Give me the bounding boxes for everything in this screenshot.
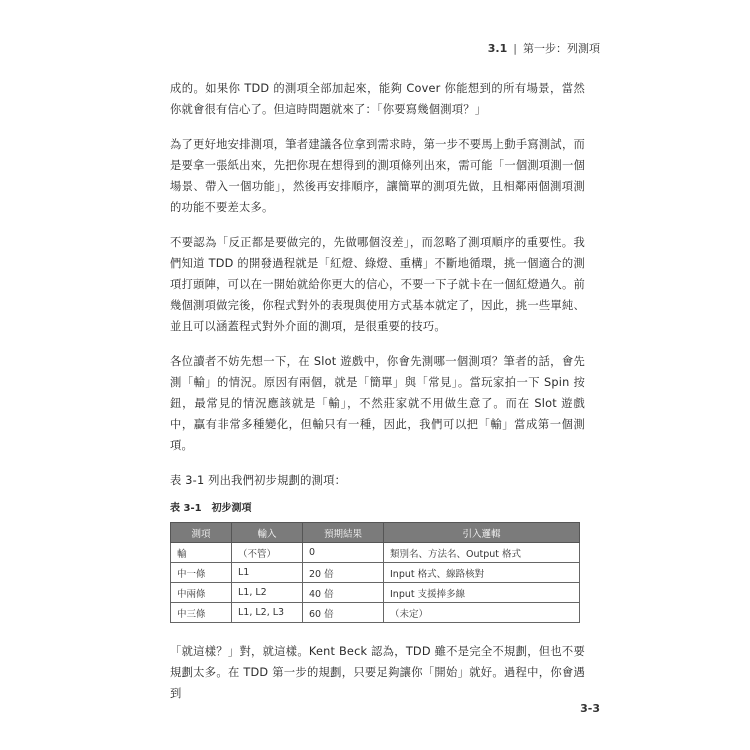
table-caption-title: 初步測項 bbox=[211, 503, 252, 514]
page-body bbox=[170, 78, 585, 718]
table-row bbox=[171, 583, 580, 603]
section-title: 第一步：列測項 bbox=[523, 42, 600, 55]
test-items-table bbox=[170, 522, 580, 623]
header-expected: 預期結果 bbox=[303, 523, 384, 543]
table-caption-label: 表 3-1 bbox=[170, 503, 202, 514]
table-caption bbox=[170, 499, 585, 514]
table-cell: L1, L2 bbox=[232, 583, 303, 603]
header-logic: 引入邏輯 bbox=[384, 523, 580, 543]
paragraph-4: 各位讀者不妨先想一下，在 Slot 遊戲中，你會先測哪一個測項？筆者的話，會先測「輸」的情況。原因有兩個，就是「簡單」與「常見」。當玩家拍一下 Spin 按鈕，最常見的情況應該就是「輸」，不然莊家就不用做生意了。而在 Slot 遊戲中，贏有非常多種變化，但輸只有一種，因此，我們可以把「輸」當成第一個測項。 bbox=[170, 355, 585, 452]
table-cell: 60 倍 bbox=[303, 603, 384, 623]
table-cell: 中兩條 bbox=[171, 583, 232, 603]
header-test-item: 測項 bbox=[171, 523, 232, 543]
page-number: 3-3 bbox=[580, 702, 600, 715]
section-number: 3.1 bbox=[487, 41, 508, 55]
table-cell: 40 倍 bbox=[303, 583, 384, 603]
table-cell: 0 bbox=[303, 543, 384, 563]
table-cell: 20 倍 bbox=[303, 563, 384, 583]
table-cell: 中三條 bbox=[171, 603, 232, 623]
paragraph-1: 成的。如果你 TDD 的測項全部加起來，能夠 Cover 你能想到的所有場景，當然你就會很有信心了。但這時問題就來了：「你要寫幾個測項？」 bbox=[170, 82, 585, 116]
closing-paragraph: 「就這樣？」對，就這樣。Kent Beck 認為，TDD 雖不是完全不規劃，但也不要規劃太多。在 TDD 第一步的規劃，只要足夠讓你「開始」就好。過程中，你會遇到 bbox=[170, 645, 585, 700]
table-cell: L1 bbox=[232, 563, 303, 583]
table-cell: 類別名、方法名、Output 格式 bbox=[384, 543, 580, 563]
table-row bbox=[171, 543, 580, 563]
table-cell: L1, L2, L3 bbox=[232, 603, 303, 623]
table-cell: 中一條 bbox=[171, 563, 232, 583]
running-header bbox=[488, 40, 600, 56]
paragraph-5: 表 3-1 列出我們初步規劃的測項： bbox=[170, 474, 347, 487]
table-row bbox=[171, 563, 580, 583]
table-cell: Input 支援捧多線 bbox=[384, 583, 580, 603]
table-cell: （未定） bbox=[384, 603, 580, 623]
table-cell: （不管） bbox=[232, 543, 303, 563]
table-header-row bbox=[171, 523, 580, 543]
paragraph-2: 為了更好地安排測項，筆者建議各位拿到需求時，第一步不要馬上動手寫測試，而是要拿一張紙出來，先把你現在想得到的測項條列出來，需可能「一個測項測一個場景、帶入一個功能」，然後再安排順序，讓簡單的測項先做，且相鄰兩個測項測的功能不要差太多。 bbox=[170, 138, 585, 214]
header-separator: | bbox=[513, 41, 517, 55]
table-cell: 輸 bbox=[171, 543, 232, 563]
header-input: 輸入 bbox=[232, 523, 303, 543]
table-row bbox=[171, 603, 580, 623]
table-cell: Input 格式、線路核對 bbox=[384, 563, 580, 583]
paragraph-3: 不要認為「反正都是要做完的，先做哪個沒差」，而忽略了測項順序的重要性。我們知道 TDD 的開發過程就是「紅燈、綠燈、重構」不斷地循環，挑一個適合的測項打頭陣，可以在一開始就給你更大的信心，不要一下子就卡在一個紅燈過久。前幾個測項做完後，你程式對外的表現與使用方式基本就定了，因此，挑一些單純、並且可以涵蓋程式對外介面的測項，是很重要的技巧。 bbox=[170, 236, 585, 333]
